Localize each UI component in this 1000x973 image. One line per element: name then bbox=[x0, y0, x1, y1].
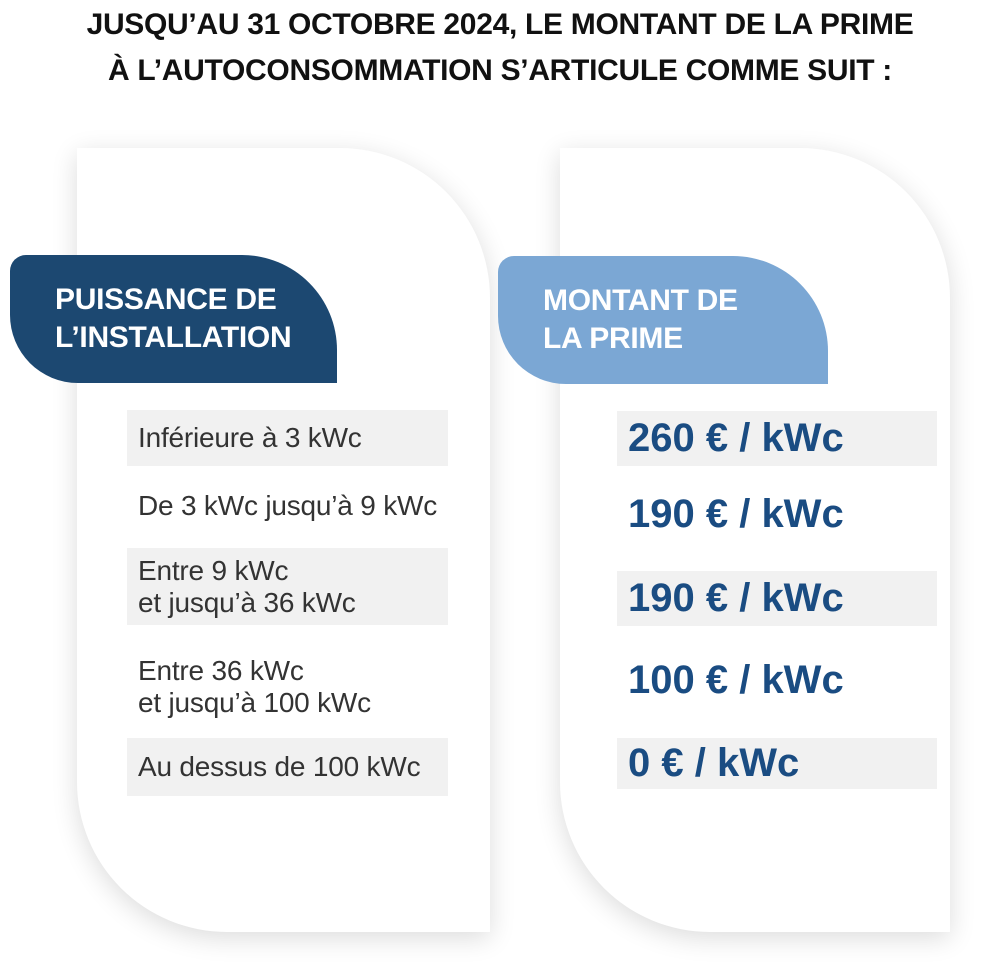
prime-row-1 bbox=[617, 411, 937, 466]
power-header-line-1: PUISSANCE DE bbox=[55, 283, 277, 316]
prime-row-3 bbox=[617, 571, 937, 626]
power-row-3-line-1: Entre 9 kWc bbox=[138, 554, 289, 586]
power-header-line-2: L’INSTALLATION bbox=[55, 321, 292, 354]
page-title bbox=[0, 2, 1000, 94]
prime-row-3-value: 190 € / kWc bbox=[628, 576, 844, 620]
power-row-4-line-1: Entre 36 kWc bbox=[138, 654, 304, 686]
prime-row-2-value: 190 € / kWc bbox=[628, 491, 844, 536]
prime-row-1-value: 260 € / kWc bbox=[628, 416, 844, 460]
prime-header-line-2: LA PRIME bbox=[543, 322, 683, 355]
power-row-1-line-1: Inférieure à 3 kWc bbox=[138, 422, 362, 453]
prime-row-4 bbox=[617, 653, 937, 708]
power-row-4 bbox=[127, 648, 448, 725]
title-line-2: À L’AUTOCONSOMMATION S’ARTICULE COMME SUIT : bbox=[108, 54, 892, 87]
power-row-4-line-2: et jusqu’à 100 kWc bbox=[138, 686, 371, 718]
title-line-1: JUSQU’AU 31 OCTOBRE 2024, LE MONTANT DE LA PRIME bbox=[86, 8, 914, 41]
prime-row-2 bbox=[617, 485, 937, 543]
power-row-1 bbox=[127, 410, 448, 466]
power-row-3-line-2: et jusqu’à 36 kWc bbox=[138, 586, 356, 618]
prime-column-header-badge bbox=[498, 256, 828, 384]
prime-row-5-value: 0 € / kWc bbox=[628, 741, 800, 785]
power-column-header-badge bbox=[10, 255, 337, 383]
power-row-2 bbox=[127, 478, 448, 534]
power-row-5 bbox=[127, 738, 448, 796]
power-row-2-line-1: De 3 kWc jusqu’à 9 kWc bbox=[138, 490, 438, 521]
prime-row-4-value: 100 € / kWc bbox=[628, 658, 844, 702]
power-row-3 bbox=[127, 548, 448, 625]
prime-header-line-1: MONTANT DE bbox=[543, 284, 738, 317]
prime-row-5 bbox=[617, 738, 937, 789]
power-row-5-line-1: Au dessus de 100 kWc bbox=[138, 751, 421, 782]
